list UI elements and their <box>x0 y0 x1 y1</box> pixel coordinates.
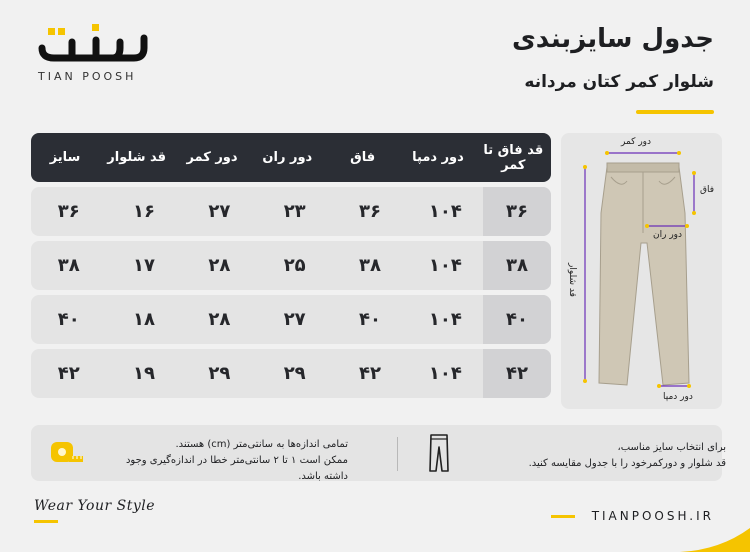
table-cell: ۱۷ <box>133 255 156 276</box>
table-cell: ۴۰ <box>483 295 551 344</box>
table-cell: ۲۹ <box>208 363 231 384</box>
pants-icon <box>428 433 450 473</box>
info-note-line2: ممکن است ۱ تا ۲ سانتی‌متر خطا در اندازه‌گیری وجود داشته باشد. <box>125 455 348 482</box>
info-note-units <box>118 437 348 485</box>
label-length: قد شلوار <box>566 263 577 297</box>
brand-subtitle: TIAN POOSH <box>38 70 137 83</box>
title-underline <box>636 110 714 114</box>
info-divider <box>397 437 398 471</box>
header-waist: دور کمر <box>186 150 238 165</box>
table-row <box>31 187 551 236</box>
table-cell: ۳۸ <box>57 255 80 276</box>
table-cell: ۳۶ <box>483 187 551 236</box>
table-cell: ۴۲ <box>483 349 551 398</box>
info-note-line1: تمامی اندازه‌ها به سانتی‌متر (cm) هستند. <box>175 439 348 450</box>
table-cell: ۳۸ <box>483 241 551 290</box>
table-cell: ۲۸ <box>208 255 231 276</box>
brand-logo <box>34 18 154 66</box>
table-row <box>31 295 551 344</box>
table-cell: ۲۹ <box>283 363 306 384</box>
info-tip-line1: برای انتخاب سایز مناسب، <box>617 442 726 453</box>
header-crotch-to-waist: قد فاق تا کمر <box>483 142 544 173</box>
label-thigh: دور ران <box>653 230 683 240</box>
measuring-tape-icon <box>49 436 85 468</box>
header-hem: دور دمپا <box>412 150 464 165</box>
label-rise: فاق <box>700 185 715 195</box>
header-size: سایز <box>49 150 81 165</box>
table-cell: ۲۵ <box>283 255 306 276</box>
logo-mark-graphic <box>34 18 154 66</box>
table-cell: ۱۰۴ <box>428 201 462 222</box>
page-subtitle: شلوار کمر کتان مردانه <box>524 72 714 92</box>
info-tip-line2: قد شلوار و دورکمرخود را با جدول مقایسه کنید. <box>528 458 726 469</box>
table-cell: ۲۷ <box>208 201 231 222</box>
table-cell: ۴۰ <box>57 309 80 330</box>
table-cell: ۲۷ <box>283 309 306 330</box>
header-thigh: دور ران <box>262 150 313 165</box>
pants-illustration <box>561 133 722 409</box>
header-rise: فاق <box>350 150 376 165</box>
table-cell: ۲۸ <box>208 309 231 330</box>
table-cell: ۴۲ <box>359 363 381 384</box>
info-tip <box>529 440 726 472</box>
table-header <box>31 133 551 182</box>
website-accent-line <box>551 515 575 518</box>
table-cell: ۲۳ <box>283 201 306 222</box>
table-cell: ۴۰ <box>359 309 381 330</box>
page-title: جدول سایزبندی <box>511 24 714 54</box>
table-cell: ۳۶ <box>359 201 381 222</box>
table-cell: ۴۲ <box>57 363 80 384</box>
slogan-underline <box>34 520 58 523</box>
table-cell: ۱۹ <box>133 363 156 384</box>
table-cell: ۳۶ <box>57 201 80 222</box>
website-url[interactable]: TIANPOOSH.IR <box>591 509 714 523</box>
table-cell: ۳۸ <box>359 255 381 276</box>
table-cell: ۱۶ <box>133 201 156 222</box>
table-cell: ۱۰۴ <box>428 309 462 330</box>
corner-accent <box>680 528 750 552</box>
table-cell: ۱۰۴ <box>428 363 462 384</box>
table-row <box>31 349 551 398</box>
table-cell: ۱۰۴ <box>428 255 462 276</box>
header-length: قد شلوار <box>107 150 167 165</box>
table-row <box>31 241 551 290</box>
size-table <box>31 133 551 398</box>
slogan: Wear Your Style <box>34 498 156 514</box>
label-waist: دور کمر <box>621 137 652 147</box>
measurement-diagram <box>561 133 722 409</box>
label-hem: دور دمپا <box>663 392 693 402</box>
table-cell: ۱۸ <box>133 309 156 330</box>
